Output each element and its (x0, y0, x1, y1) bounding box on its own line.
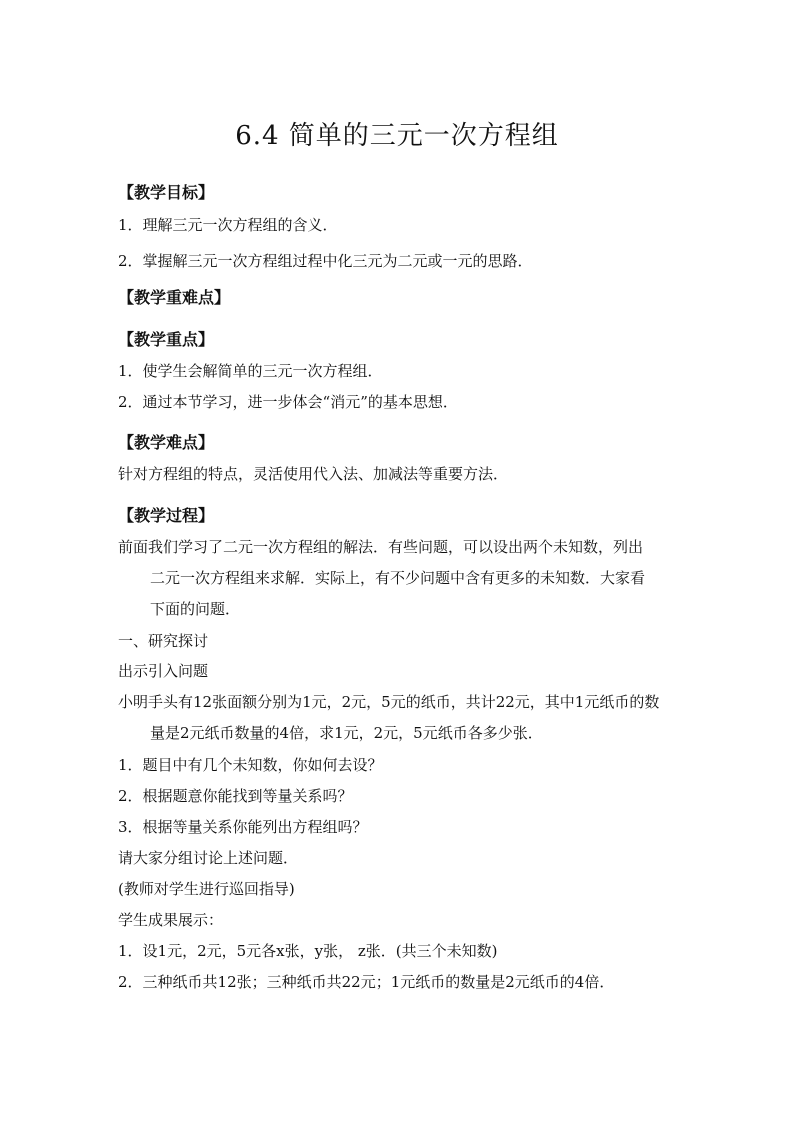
problem-line-1: 小明手头有12张面额分别为1元，2元，5元的纸币，共计22元，其中1元纸币的数 (118, 693, 660, 711)
problem-line-2: 量是2元纸币数量的4倍，求1元，2元，5元纸币各多少张． (150, 724, 543, 742)
discuss-prompt: 请大家分组讨论上述问题． (118, 849, 299, 867)
teacher-note: (教师对学生进行巡回指导) (118, 880, 295, 898)
heading-teaching-goals: 【教学目标】 (118, 183, 215, 202)
part-one-heading: 一、研究探讨 (118, 632, 209, 650)
key-item-2: 2．通过本节学习，进一步体会“消元”的基本思想． (118, 393, 458, 411)
process-intro-line-3: 下面的问题． (150, 600, 241, 618)
answer-2: 2．三种纸币共12张；三种纸币共22元；1元纸币的数量是2元纸币的4倍． (118, 973, 615, 991)
key-item-1: 1．使学生会解简单的三元一次方程组． (118, 362, 383, 380)
heading-key-points: 【教学重点】 (118, 330, 215, 349)
question-1: 1．题目中有几个未知数，你如何去设？ (118, 756, 383, 774)
show-problem-label: 出示引入问题 (118, 662, 209, 680)
page-title: 6.4 简单的三元一次方程组 (235, 121, 559, 151)
answer-1: 1．设1元，2元，5元各x张，y张， z张．(共三个未知数) (118, 942, 498, 960)
goal-item-2: 2．掌握解三元一次方程组过程中化三元为二元或一元的思路． (118, 252, 533, 270)
question-2: 2．根据题意你能找到等量关系吗？ (118, 787, 353, 805)
results-label: 学生成果展示： (118, 911, 224, 929)
heading-difficult-points: 【教学难点】 (118, 433, 215, 452)
process-intro-line-1: 前面我们学习了二元一次方程组的解法．有些问题，可以设出两个未知数，列出 (118, 538, 644, 556)
question-3: 3．根据等量关系你能列出方程组吗？ (118, 818, 368, 836)
process-intro-line-2: 二元一次方程组来求解．实际上，有不少问题中含有更多的未知数．大家看 (150, 569, 646, 587)
difficult-text: 针对方程组的特点，灵活使用代入法、加减法等重要方法． (118, 465, 509, 483)
heading-teaching-process: 【教学过程】 (118, 506, 215, 525)
goal-item-1: 1．理解三元一次方程组的含义． (118, 216, 338, 234)
heading-key-difficult: 【教学重难点】 (118, 288, 231, 307)
